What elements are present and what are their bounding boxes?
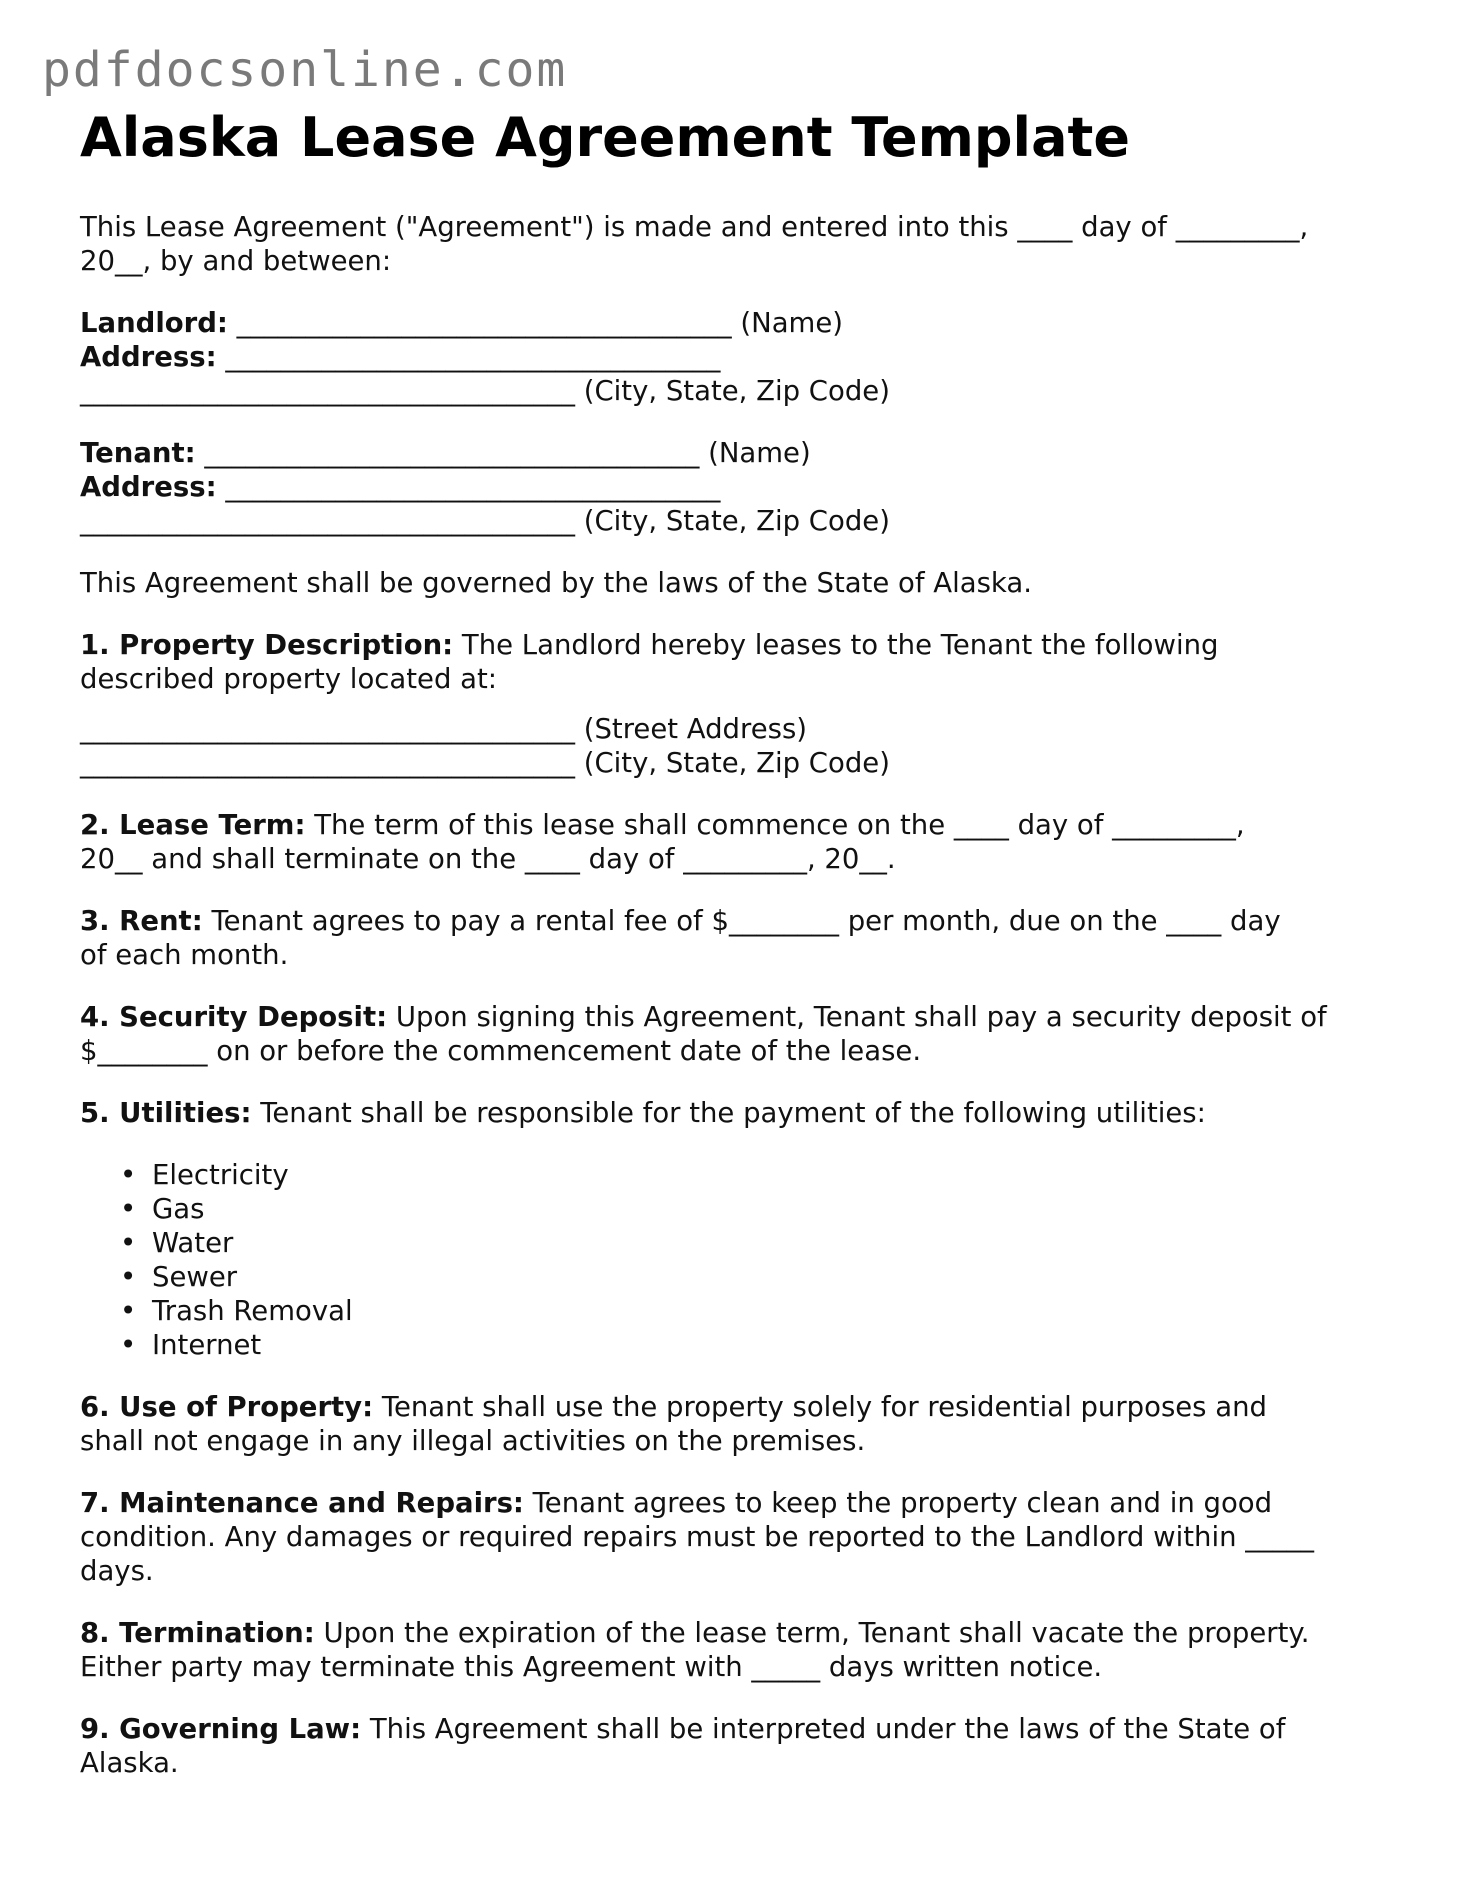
section-2-line-2: 20__ and shall terminate on the ____ day of _________, 20__. <box>80 843 896 875</box>
section-use-of-property <box>80 1390 1400 1458</box>
intro-paragraph <box>80 210 1400 278</box>
section-termination <box>80 1616 1400 1684</box>
section-3-heading: 3. Rent: <box>80 905 203 937</box>
section-4-heading: 4. Security Deposit: <box>80 1001 388 1033</box>
section-governing-law <box>80 1712 1400 1780</box>
list-item: • Trash Removal <box>80 1294 1400 1328</box>
list-item: • Gas <box>80 1192 1400 1226</box>
section-6-line-2: shall not engage in any illegal activities on the premises. <box>80 1425 866 1457</box>
section-maintenance-repairs <box>80 1486 1400 1588</box>
section-8-text: Upon the expiration of the lease term, Tenant shall vacate the property. <box>314 1617 1310 1649</box>
section-7-line-2: condition. Any damages or required repairs must be reported to the Landlord within _____ <box>80 1521 1315 1553</box>
section-9-heading: 9. Governing Law: <box>80 1713 362 1745</box>
tenant-address-row <box>80 470 1400 504</box>
watermark: pdfdocsonline.com <box>42 42 568 98</box>
governed-statement: This Agreement shall be governed by the laws of the State of Alaska. <box>80 567 1032 599</box>
section-7-heading: 7. Maintenance and Repairs: <box>80 1487 524 1519</box>
tenant-address-blank: ____________________________________ <box>216 471 721 503</box>
section-4-line-1 <box>80 1000 1400 1034</box>
section-9-line-1 <box>80 1712 1400 1746</box>
landlord-label: Landlord: <box>80 307 228 339</box>
section-6-line-1 <box>80 1390 1400 1424</box>
intro-line-2: 20__, by and between: <box>80 245 392 277</box>
section-1-text: The Landlord hereby leases to the Tenant the following <box>453 629 1219 661</box>
section-4-text: Upon signing this Agreement, Tenant shall pay a security deposit of <box>387 1001 1327 1033</box>
section-3-text: Tenant agrees to pay a rental fee of $________ per month, due on the ____ day <box>202 905 1281 937</box>
section-1-line-1 <box>80 628 1400 662</box>
section-2-heading: 2. Lease Term: <box>80 809 306 841</box>
property-street-row: ____________________________________ (Street Address) <box>80 713 808 745</box>
tenant-city-row: ____________________________________ (City, State, Zip Code) <box>80 505 890 537</box>
intro-line-1: This Lease Agreement ("Agreement") is made and entered into this ____ day of _________, <box>80 211 1309 243</box>
landlord-address-row <box>80 340 1400 374</box>
tenant-name-row <box>80 436 1400 470</box>
tenant-address-label: Address: <box>80 471 217 503</box>
section-3-line-2: of each month. <box>80 939 289 971</box>
section-8-line-2: Either party may terminate this Agreement with _____ days written notice. <box>80 1651 1103 1683</box>
section-5-text: Tenant shall be responsible for the payment of the following utilities: <box>251 1097 1206 1129</box>
section-6-heading: 6. Use of Property: <box>80 1391 374 1423</box>
section-4-line-2: $________ on or before the commencement date of the lease. <box>80 1035 922 1067</box>
section-8-heading: 8. Termination: <box>80 1617 315 1649</box>
utilities-list <box>80 1158 1400 1362</box>
tenant-name-blank: ____________________________________ (Name) <box>195 437 811 469</box>
section-2-text: The term of this lease shall commence on the ____ day of _________, <box>305 809 1245 841</box>
section-lease-term <box>80 808 1400 876</box>
landlord-block <box>80 306 1400 408</box>
landlord-name-blank: ____________________________________ (Name) <box>227 307 843 339</box>
section-1-line-2: described property located at: <box>80 663 498 695</box>
landlord-address-blank: ____________________________________ <box>216 341 721 373</box>
tenant-label: Tenant: <box>80 437 196 469</box>
section-utilities <box>80 1096 1400 1362</box>
section-5-line-1 <box>80 1096 1400 1130</box>
section-rent <box>80 904 1400 972</box>
section-7-line-1 <box>80 1486 1400 1520</box>
document-page <box>80 104 1400 1780</box>
landlord-address-label: Address: <box>80 341 217 373</box>
section-2-line-1 <box>80 808 1400 842</box>
list-item: • Internet <box>80 1328 1400 1362</box>
section-7-line-3: days. <box>80 1555 154 1587</box>
section-6-text: Tenant shall use the property solely for residential purposes and <box>373 1391 1267 1423</box>
list-item: • Water <box>80 1226 1400 1260</box>
section-3-line-1 <box>80 904 1400 938</box>
landlord-name-row <box>80 306 1400 340</box>
section-7-text: Tenant agrees to keep the property clean and in good <box>523 1487 1273 1519</box>
section-security-deposit <box>80 1000 1400 1068</box>
list-item: • Sewer <box>80 1260 1400 1294</box>
section-5-heading: 5. Utilities: <box>80 1097 252 1129</box>
section-9-text: This Agreement shall be interpreted under the laws of the State of <box>361 1713 1286 1745</box>
property-city-row: ____________________________________ (City, State, Zip Code) <box>80 747 890 779</box>
section-1-heading: 1. Property Description: <box>80 629 454 661</box>
landlord-city-row: ____________________________________ (City, State, Zip Code) <box>80 375 890 407</box>
tenant-block <box>80 436 1400 538</box>
section-8-line-1 <box>80 1616 1400 1650</box>
section-property-description <box>80 628 1400 780</box>
section-9-line-2: Alaska. <box>80 1747 179 1779</box>
page-title: Alaska Lease Agreement Template <box>80 106 1130 169</box>
list-item: • Electricity <box>80 1158 1400 1192</box>
